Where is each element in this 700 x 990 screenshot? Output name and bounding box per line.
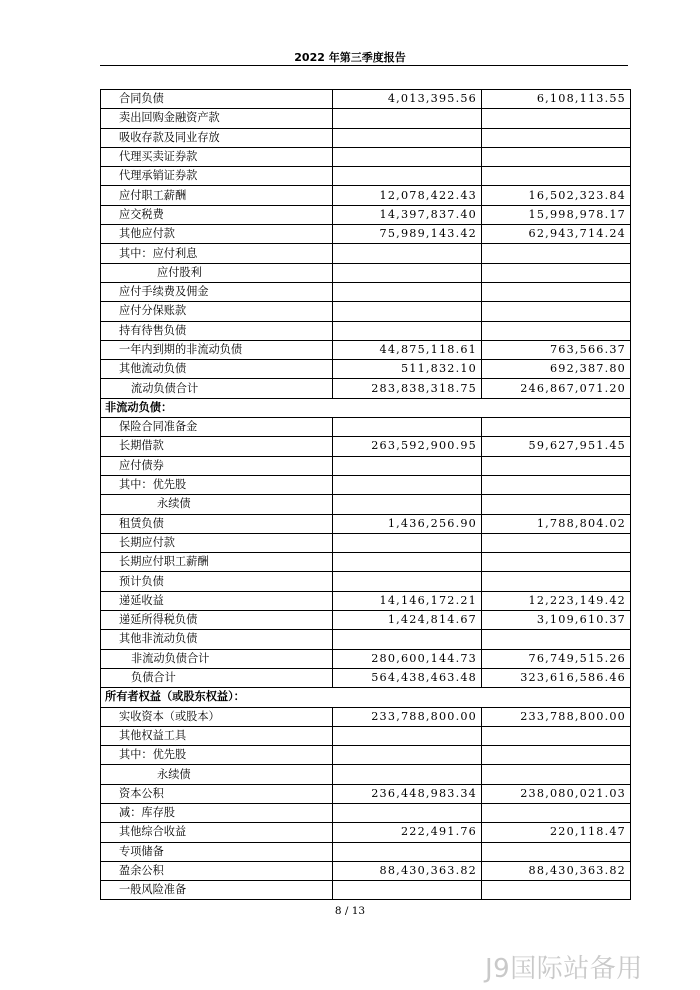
table-row (101, 321, 631, 340)
table-row (101, 726, 631, 745)
current-period-value: 564,438,463.48 (333, 668, 482, 687)
current-period-value (333, 803, 482, 822)
table-row (101, 225, 631, 244)
report-title: 2022 年第三季度报告 (294, 51, 406, 64)
prior-period-value (482, 128, 631, 147)
row-label: 保险合同准备金 (101, 418, 333, 437)
prior-period-value (482, 321, 631, 340)
current-period-value: 44,875,118.61 (333, 340, 482, 359)
prior-period-value (482, 842, 631, 861)
table-row (101, 668, 631, 687)
balance-sheet-table (100, 89, 631, 900)
row-label: 实收资本（或股本） (101, 707, 333, 726)
current-period-value (333, 128, 482, 147)
row-label: 其他流动负债 (101, 360, 333, 379)
prior-period-value: 6,108,113.55 (482, 90, 631, 109)
current-period-value (333, 282, 482, 301)
table-row (101, 418, 631, 437)
table-row (101, 109, 631, 128)
prior-period-value (482, 282, 631, 301)
row-label: 递延收益 (101, 591, 333, 610)
table-row (101, 533, 631, 552)
row-label: 卖出回购金融资产款 (101, 109, 333, 128)
prior-period-value (482, 533, 631, 552)
row-label: 长期借款 (101, 437, 333, 456)
table-row (101, 128, 631, 147)
row-label: 持有待售负债 (101, 321, 333, 340)
prior-period-value: 59,627,951.45 (482, 437, 631, 456)
current-period-value (333, 765, 482, 784)
current-period-value (333, 109, 482, 128)
row-label: 应付债券 (101, 456, 333, 475)
prior-period-value: 3,109,610.37 (482, 611, 631, 630)
table-row (101, 861, 631, 880)
current-period-value (333, 418, 482, 437)
prior-period-value (482, 746, 631, 765)
current-period-value (333, 147, 482, 166)
prior-period-value (482, 456, 631, 475)
current-period-value: 88,430,363.82 (333, 861, 482, 880)
current-period-value (333, 475, 482, 494)
row-label: 合同负债 (101, 90, 333, 109)
prior-period-value: 220,118.47 (482, 823, 631, 842)
current-period-value (333, 533, 482, 552)
prior-period-value (482, 630, 631, 649)
prior-period-value: 323,616,586.46 (482, 668, 631, 687)
prior-period-value: 62,943,714.24 (482, 225, 631, 244)
prior-period-value (482, 475, 631, 494)
prior-period-value (482, 495, 631, 514)
row-label: 一般风险准备 (101, 881, 333, 900)
prior-period-value: 12,223,149.42 (482, 591, 631, 610)
table-row (101, 784, 631, 803)
table-row (101, 263, 631, 282)
row-label: 预计负债 (101, 572, 333, 591)
table-row (101, 591, 631, 610)
row-label: 吸收存款及同业存放 (101, 128, 333, 147)
row-label: 其中：优先股 (101, 746, 333, 765)
row-label: 长期应付职工薪酬 (101, 553, 333, 572)
current-period-value: 4,013,395.56 (333, 90, 482, 109)
current-period-value (333, 321, 482, 340)
prior-period-value: 15,998,978.17 (482, 205, 631, 224)
table-row (101, 611, 631, 630)
table-row (101, 360, 631, 379)
prior-period-value: 246,867,071.20 (482, 379, 631, 398)
prior-period-value (482, 109, 631, 128)
current-period-value: 14,146,172.21 (333, 591, 482, 610)
current-period-value (333, 572, 482, 591)
current-period-value: 222,491.76 (333, 823, 482, 842)
current-period-value (333, 842, 482, 861)
table-row (101, 630, 631, 649)
row-label: 递延所得税负债 (101, 611, 333, 630)
section-header-row (101, 688, 631, 707)
table-row (101, 302, 631, 321)
table-row (101, 90, 631, 109)
row-label: 应付分保账款 (101, 302, 333, 321)
prior-period-value (482, 765, 631, 784)
row-label: 应付手续费及佣金 (101, 282, 333, 301)
current-period-value (333, 630, 482, 649)
page-number: 8 / 13 (334, 905, 366, 917)
row-label: 应付股利 (101, 263, 333, 282)
watermark-text: J9国际站备用 (485, 954, 643, 984)
current-period-value (333, 553, 482, 572)
table-row (101, 147, 631, 166)
current-period-value: 236,448,983.34 (333, 784, 482, 803)
table-row (101, 379, 631, 398)
row-label: 其中：应付利息 (101, 244, 333, 263)
current-period-value: 283,838,318.75 (333, 379, 482, 398)
table-row (101, 282, 631, 301)
prior-period-value (482, 803, 631, 822)
current-period-value: 233,788,800.00 (333, 707, 482, 726)
current-period-value (333, 244, 482, 263)
current-period-value (333, 726, 482, 745)
section-header-label: 所有者权益（或股东权益）： (101, 688, 631, 707)
table-row (101, 823, 631, 842)
prior-period-value (482, 572, 631, 591)
current-period-value: 511,832.10 (333, 360, 482, 379)
current-period-value (333, 495, 482, 514)
row-label: 非流动负债合计 (101, 649, 333, 668)
current-period-value (333, 456, 482, 475)
row-label: 资本公积 (101, 784, 333, 803)
row-label: 其他应付款 (101, 225, 333, 244)
prior-period-value (482, 726, 631, 745)
table-row (101, 572, 631, 591)
current-period-value: 1,436,256.90 (333, 514, 482, 533)
row-label: 永续债 (101, 765, 333, 784)
prior-period-value: 16,502,323.84 (482, 186, 631, 205)
row-label: 应付职工薪酬 (101, 186, 333, 205)
table-row (101, 186, 631, 205)
table-row (101, 495, 631, 514)
prior-period-value (482, 147, 631, 166)
prior-period-value (482, 263, 631, 282)
prior-period-value: 692,387.80 (482, 360, 631, 379)
prior-period-value: 233,788,800.00 (482, 707, 631, 726)
row-label: 流动负债合计 (101, 379, 333, 398)
prior-period-value (482, 418, 631, 437)
prior-period-value: 76,749,515.26 (482, 649, 631, 668)
table-row (101, 244, 631, 263)
row-label: 租赁负债 (101, 514, 333, 533)
row-label: 其他非流动负债 (101, 630, 333, 649)
header-divider (100, 65, 628, 66)
current-period-value (333, 746, 482, 765)
current-period-value: 263,592,900.95 (333, 437, 482, 456)
table-row (101, 456, 631, 475)
table-row (101, 881, 631, 900)
table-row (101, 167, 631, 186)
table-row (101, 649, 631, 668)
row-label: 负债合计 (101, 668, 333, 687)
prior-period-value: 763,566.37 (482, 340, 631, 359)
prior-period-value (482, 553, 631, 572)
row-label: 代理承销证券款 (101, 167, 333, 186)
section-header-row (101, 398, 631, 417)
table-row (101, 553, 631, 572)
current-period-value (333, 263, 482, 282)
table-row (101, 514, 631, 533)
row-label: 减：库存股 (101, 803, 333, 822)
current-period-value: 1,424,814.67 (333, 611, 482, 630)
current-period-value: 14,397,837.40 (333, 205, 482, 224)
row-label: 专项储备 (101, 842, 333, 861)
prior-period-value (482, 881, 631, 900)
table-row (101, 707, 631, 726)
row-label: 其中：优先股 (101, 475, 333, 494)
row-label: 盈余公积 (101, 861, 333, 880)
row-label: 其他权益工具 (101, 726, 333, 745)
table-row (101, 340, 631, 359)
table-row (101, 437, 631, 456)
row-label: 长期应付款 (101, 533, 333, 552)
table-row (101, 765, 631, 784)
row-label: 永续债 (101, 495, 333, 514)
prior-period-value: 88,430,363.82 (482, 861, 631, 880)
row-label: 一年内到期的非流动负债 (101, 340, 333, 359)
current-period-value: 12,078,422.43 (333, 186, 482, 205)
current-period-value (333, 302, 482, 321)
current-period-value (333, 167, 482, 186)
row-label: 代理买卖证券款 (101, 147, 333, 166)
row-label: 其他综合收益 (101, 823, 333, 842)
current-period-value: 280,600,144.73 (333, 649, 482, 668)
table-row (101, 205, 631, 224)
current-period-value (333, 881, 482, 900)
table-row (101, 842, 631, 861)
prior-period-value: 1,788,804.02 (482, 514, 631, 533)
prior-period-value: 238,080,021.03 (482, 784, 631, 803)
balance-sheet-body (101, 90, 631, 900)
current-period-value: 75,989,143.42 (333, 225, 482, 244)
section-header-label: 非流动负债： (101, 398, 631, 417)
table-row (101, 803, 631, 822)
row-label: 应交税费 (101, 205, 333, 224)
prior-period-value (482, 302, 631, 321)
table-row (101, 746, 631, 765)
table-row (101, 475, 631, 494)
prior-period-value (482, 167, 631, 186)
prior-period-value (482, 244, 631, 263)
